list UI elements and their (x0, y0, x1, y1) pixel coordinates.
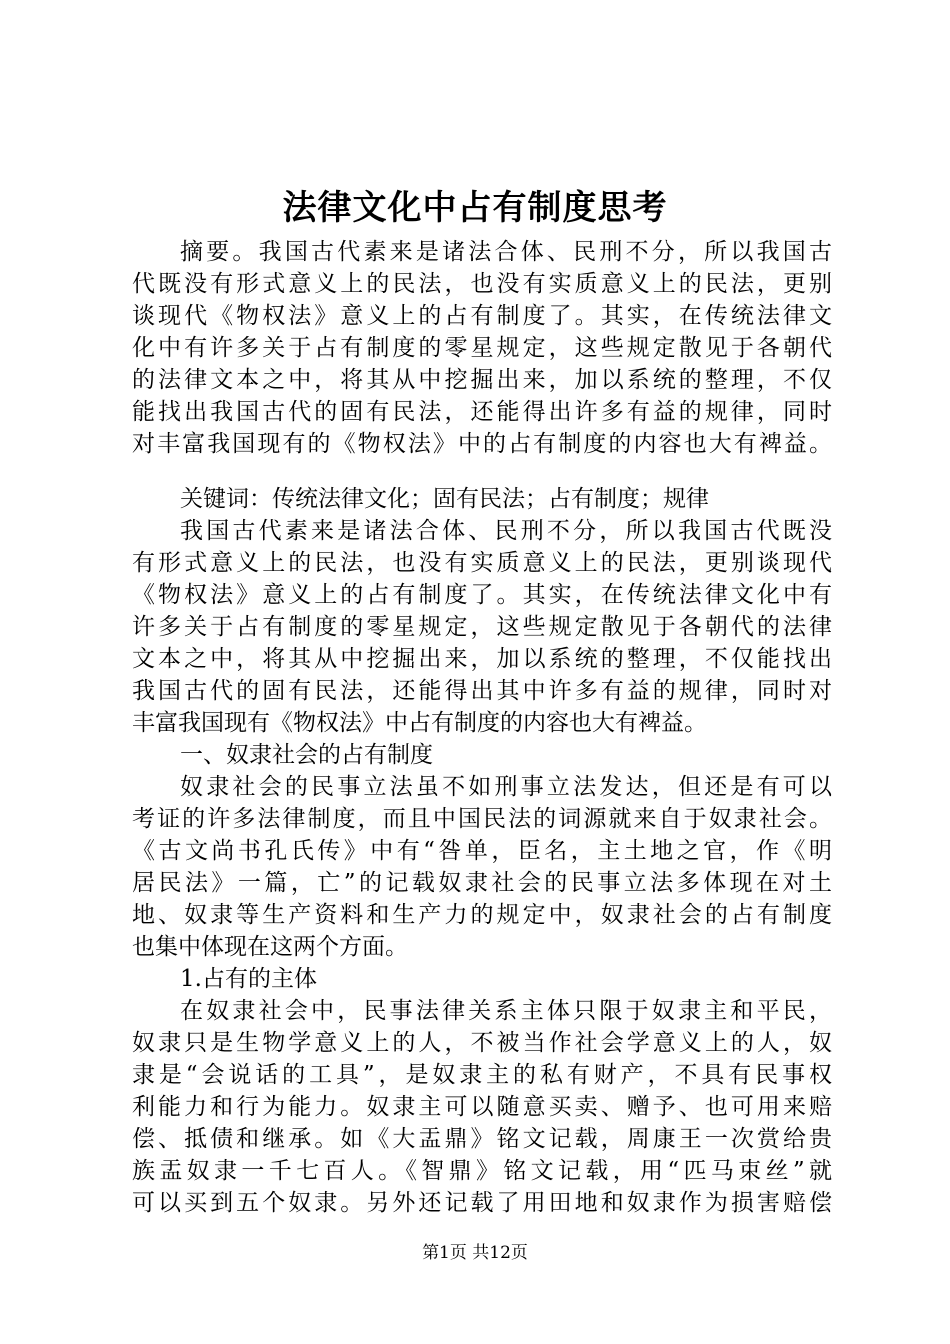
text-line: 我国古代素来是诸法合体、民刑不分，所以我国古代既没 (180, 518, 832, 544)
text-line: 奴隶社会的民事立法虽不如刑事立法发达，但还是有可以 (180, 774, 832, 800)
text-line: 能找出我国古代的固有民法，还能得出许多有益的规律，同时 (132, 399, 832, 425)
text-line: 也集中体现在这两个方面。 (132, 934, 408, 960)
text-line: 在奴隶社会中，民事法律关系主体只限于奴隶主和平民， (180, 998, 832, 1024)
text-line: 《物权法》意义上的占有制度了。其实，在传统法律文化中有 (132, 582, 832, 608)
text-line: 《古文尚书孔氏传》中有“咎单，臣名，主土地之官，作《明 (132, 838, 832, 864)
text-line: 居民法》一篇，亡”的记载奴隶社会的民事立法多体现在对土 (132, 870, 832, 896)
text-line: 可以买到五个奴隶。另外还记载了用田地和奴隶作为损害赔偿 (132, 1190, 832, 1216)
text-line: 地、奴隶等生产资料和生产力的规定中，奴隶社会的占有制度 (132, 902, 832, 928)
text-line: 的法律文本之中，将其从中挖掘出来，加以系统的整理，不仅 (132, 367, 832, 393)
page-footer: 第1页 共12页 (422, 1243, 528, 1263)
text-line: 许多关于占有制度的零星规定，这些规定散见于各朝代的法律 (132, 614, 832, 640)
subsection-heading: 1.占有的主体 (180, 966, 317, 992)
text-line: 我国古代的固有民法，还能得出其中许多有益的规律，同时对 (132, 678, 832, 704)
text-line: 谈现代《物权法》意义上的占有制度了。其实，在传统法律文 (132, 303, 832, 329)
text-line: 化中有许多关于占有制度的零星规定，这些规定散见于各朝代 (132, 335, 832, 361)
text-line: 利能力和行为能力。奴隶主可以随意买卖、赠予、也可用来赔 (132, 1094, 832, 1120)
section-heading: 一、奴隶社会的占有制度 (180, 742, 433, 768)
text-line: 偿、抵债和继承。如《大盂鼎》铭文记载，周康王一次赏给贵 (132, 1126, 832, 1152)
text-line: 奴隶只是生物学意义上的人，不被当作社会学意义上的人，奴 (132, 1030, 832, 1056)
text-line: 对丰富我国现有的《物权法》中的占有制度的内容也大有裨益。 (132, 431, 832, 457)
document-title: 法律文化中占有制度思考 (282, 188, 668, 228)
keywords-line: 关键词：传统法律文化；固有民法；占有制度；规律 (180, 486, 709, 512)
text-line: 族盂奴隶一千七百人。《智鼎》铭文记载，用“匹马束丝”就 (132, 1158, 832, 1184)
text-line: 有形式意义上的民法，也没有实质意义上的民法，更别谈现代 (132, 550, 832, 576)
text-line: 摘要。我国古代素来是诸法合体、民刑不分，所以我国古 (180, 239, 832, 265)
text-line: 考证的许多法律制度，而且中国民法的词源就来自于奴隶社会。 (132, 806, 832, 832)
text-line: 丰富我国现有《物权法》中占有制度的内容也大有裨益。 (132, 710, 707, 736)
text-line: 文本之中，将其从中挖掘出来，加以系统的整理，不仅能找出 (132, 646, 832, 672)
text-line: 代既没有形式意义上的民法，也没有实质意义上的民法，更别 (132, 271, 832, 297)
text-line: 隶是“会说话的工具”，是奴隶主的私有财产，不具有民事权 (132, 1062, 832, 1088)
